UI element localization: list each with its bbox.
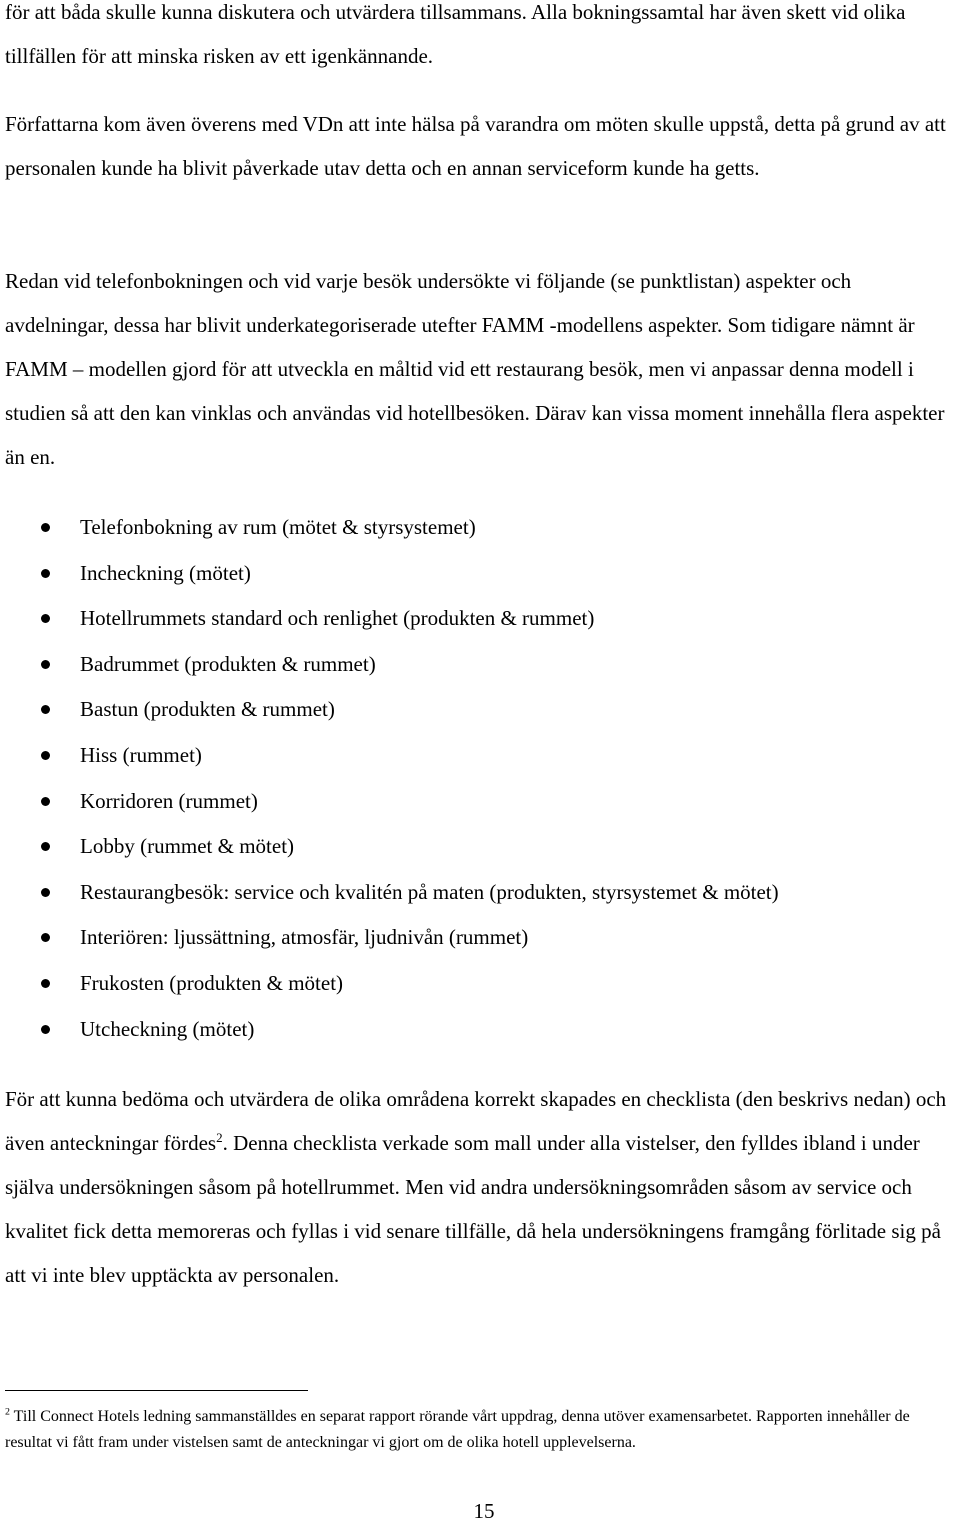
list-item xyxy=(0,1007,960,1053)
footnote-separator xyxy=(5,1390,308,1391)
list-item-text: Incheckning (mötet) xyxy=(80,560,251,585)
footnote-text: Till Connect Hotels ledning sammanställdes en separat rapport rörande vårt uppdrag, denna utöver examensarbetet. Rapporten innehåller de resultat vi fått fram under vistelsen samt de anteckningar vi gjort om de olika hotell upplevelserna. xyxy=(5,1408,910,1451)
paragraph-3: Redan vid telefonbokningen och vid varje besök undersökte vi följande (se punktlistan) aspekter och avdelningar, dessa har blivit underkategoriserade utefter FAMM -modellens aspekter. Som tidigare nämnt är FAMM – modellen gjord för att utveckla en måltid vid ett restaurang besök, men vi anpassar denna modell i studien så att den kan vinklas och användas vid hotellbesöken. Därav kan vissa moment innehålla flera aspekter än en. xyxy=(5,269,945,469)
list-item-text: Interiören: ljussättning, atmosfär, ljudnivån (rummet) xyxy=(80,925,529,950)
bullet-list xyxy=(0,505,960,1052)
list-item-text: Badrummet (produkten & rummet) xyxy=(80,651,376,676)
bullet-icon xyxy=(41,888,50,897)
paragraph-4-text-start: För att kunna bedöma och utvärdera de olika områdena korrekt skapades en checklista (den beskrivs nedan) och även anteckningar fördes xyxy=(5,1087,947,1155)
list-item-text: Bastun (produkten & rummet) xyxy=(80,697,335,722)
bullet-icon xyxy=(41,705,50,714)
bullet-icon xyxy=(41,797,50,806)
list-item-text: Frukosten (produkten & mötet) xyxy=(80,970,344,995)
list-item xyxy=(0,642,960,688)
list-item-text: Telefonbokning av rum (mötet & styrsystemet) xyxy=(80,515,476,539)
bullet-icon xyxy=(41,660,50,669)
list-item-text: Hotellrummets standard och renlighet (produkten & rummet) xyxy=(80,606,595,631)
bullet-icon xyxy=(41,979,50,988)
list-item xyxy=(0,551,960,597)
list-item-text: Utcheckning (mötet) xyxy=(80,1016,255,1041)
bullet-icon xyxy=(41,614,50,623)
bullet-icon xyxy=(41,523,50,532)
list-item xyxy=(0,779,960,825)
list-item xyxy=(0,961,960,1007)
bullet-icon xyxy=(41,1025,50,1034)
footnote-number: 2 xyxy=(5,1406,10,1418)
list-item xyxy=(0,505,960,551)
list-item-text: Korridoren (rummet) xyxy=(80,788,258,813)
paragraph-4-text-end: . Denna checklista verkade som mall under alla vistelser, den fylldes ibland i under själva undersökningen såsom på hotellrummet. Men vid andra undersökningsområden såsom av service och kvalitet fick detta memoreras och fyllas i vid senare tillfälle, då hela undersökningens framgång förlitade sig på att vi inte blev upptäckta av personalen. xyxy=(5,1131,941,1287)
list-item-text: Lobby (rummet & mötet) xyxy=(80,834,295,859)
paragraph-4 xyxy=(5,1077,957,1297)
paragraph-1: för att båda skulle kunna diskutera och utvärdera tillsammans. Alla bokningssamtal har även skett vid olika tillfällen för att minska risken av ett igenkännande. xyxy=(5,0,906,68)
list-item xyxy=(0,733,960,779)
list-item xyxy=(0,687,960,733)
list-item-text: Hiss (rummet) xyxy=(80,742,202,767)
list-item xyxy=(0,915,960,961)
page-number: 15 xyxy=(473,1499,495,1523)
list-item xyxy=(0,596,960,642)
bullet-icon xyxy=(41,751,50,760)
list-item xyxy=(0,824,960,870)
footnote xyxy=(5,1404,960,1456)
bullet-icon xyxy=(41,569,50,578)
bullet-icon xyxy=(41,933,50,942)
bullet-icon xyxy=(41,842,50,851)
footnote-reference[interactable]: 2 xyxy=(216,1130,223,1145)
list-item xyxy=(0,870,960,916)
paragraph-2: Författarna kom även överens med VDn att inte hälsa på varandra om möten skulle uppstå, detta på grund av att personalen kunde ha blivit påverkade utav detta och en annan serviceform kunde ha getts. xyxy=(5,112,946,180)
list-item-text: Restaurangbesök: service och kvalitén på maten (produkten, styrsystemet & mötet) xyxy=(80,879,779,904)
